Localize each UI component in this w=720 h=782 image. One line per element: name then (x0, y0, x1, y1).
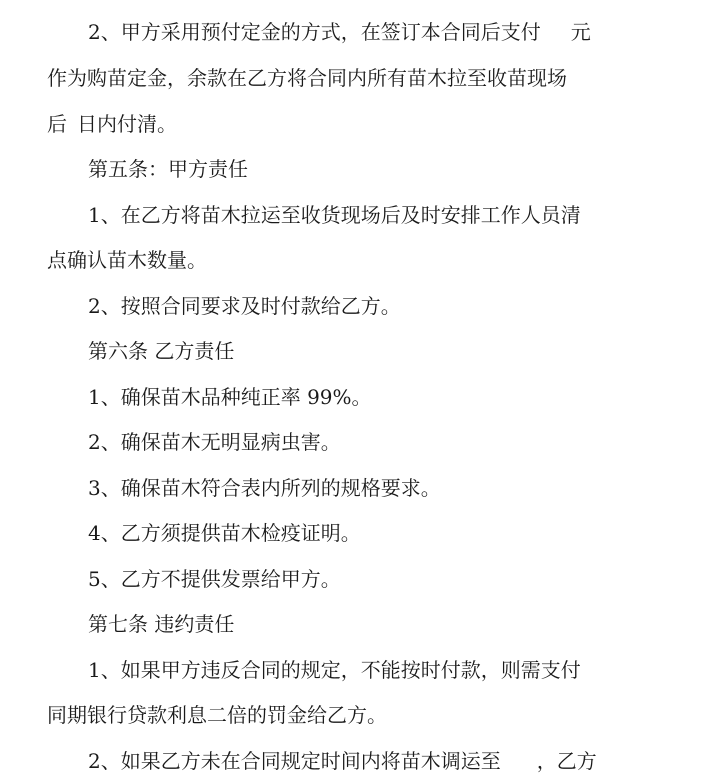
clause4-item2-line1 (88, 18, 591, 46)
clause7-item1-line1: 1、如果甲方违反合同的规定，不能按时付款，则需支付 (88, 658, 581, 682)
after-text: 后 (47, 112, 67, 136)
currency-unit: 元 (570, 20, 591, 44)
clause5-item2: 2、按照合同要求及时付款给乙方。 (88, 294, 401, 318)
clause6-item-5: 5、乙方不提供发票给甲方。 (88, 567, 341, 591)
clause6-item-1: 1、确保苗木品种纯正率 99%。 (88, 385, 372, 409)
clause6-item-3: 3、确保苗木符合表内所列的规格要求。 (88, 476, 441, 500)
clause7-item1-line2: 同期银行贷款利息二倍的罚金给乙方。 (47, 703, 387, 727)
clause4-item2-line3 (47, 110, 177, 138)
party-b-text: ，乙方 (536, 749, 597, 773)
clause6-item-4: 4、乙方须提供苗木检疫证明。 (88, 521, 361, 545)
clause4-item2-line2: 作为购苗定金，余款在乙方将合同内所有苗木拉至收苗现场 (47, 66, 567, 90)
clause5-heading: 第五条：甲方责任 (88, 157, 248, 181)
clause6-item-2: 2、确保苗木无明显病虫害。 (88, 430, 341, 454)
clause7-heading: 第七条 违约责任 (88, 612, 235, 636)
prepayment-text: 2、甲方采用预付定金的方式，在签订本合同后支付 (88, 20, 541, 44)
clause5-item1-line1: 1、在乙方将苗木拉运至收货现场后及时安排工作人员清 (88, 203, 581, 227)
clause7-item2-line1 (88, 747, 597, 775)
pay-off-text: 日内付清。 (77, 112, 177, 136)
clause5-item1-line2: 点确认苗木数量。 (47, 248, 207, 272)
clause6-heading: 第六条 乙方责任 (88, 339, 235, 363)
delivery-text: 2、如果乙方未在合同规定时间内将苗木调运至 (88, 749, 501, 773)
